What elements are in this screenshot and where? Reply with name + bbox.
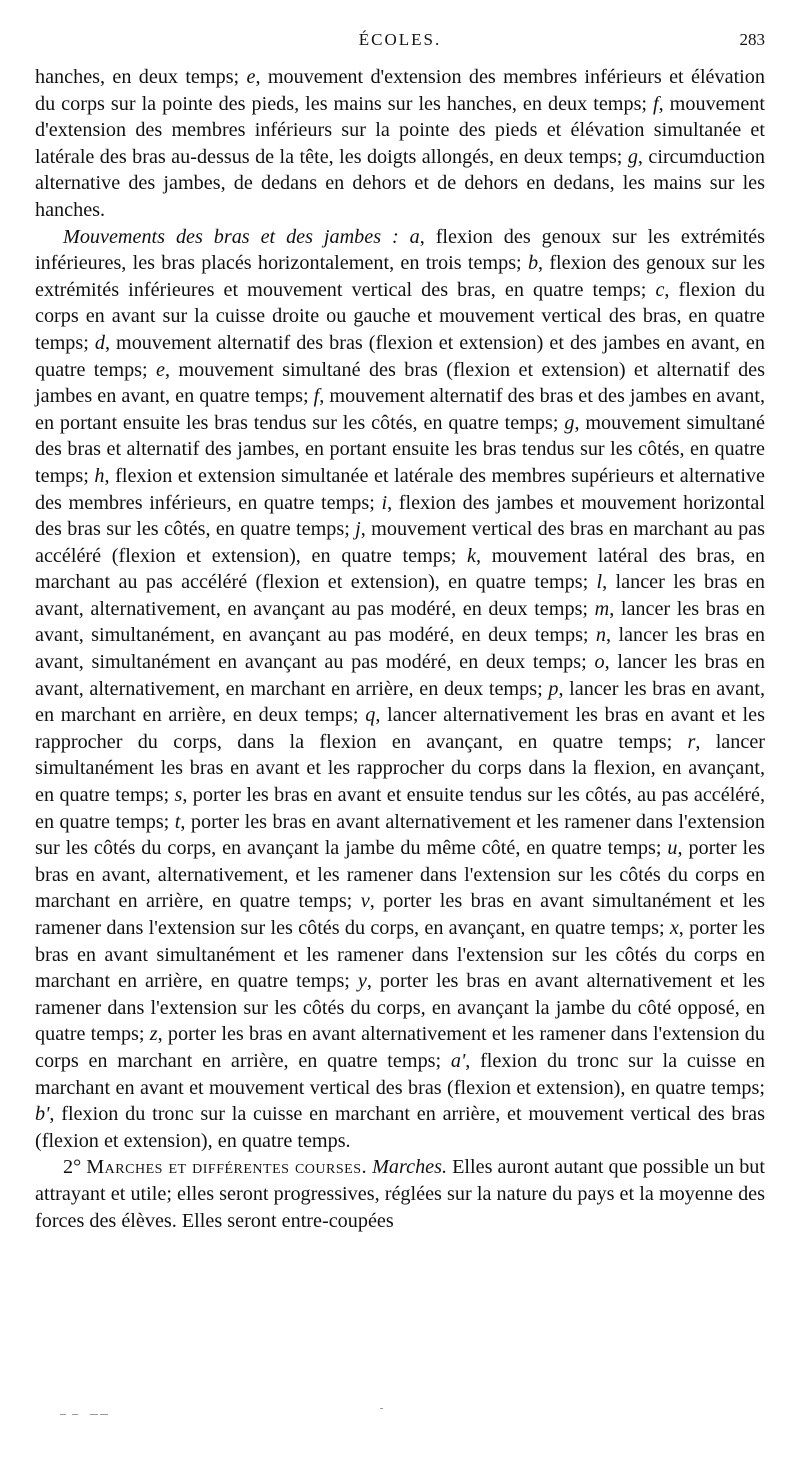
text-run: , mouvement simultané des bras (flexion et extension) et alternatif des jambes en avant, en quatre temps; bbox=[35, 358, 765, 408]
text-run: , porter les bras en avant alternativement et les ramener dans l'extension du corps en marchant en arrière, en quatre temps; bbox=[35, 1023, 765, 1072]
italic-run: d bbox=[94, 331, 105, 354]
italic-run: e bbox=[156, 358, 165, 381]
paragraph bbox=[35, 1154, 765, 1234]
text-run: , circumduction alternative des jambes, de dedans en dehors et de dehors en dedans, les mains sur les hanches. bbox=[35, 145, 765, 221]
italic-run: k bbox=[467, 544, 476, 567]
italic-run: Marches. bbox=[372, 1156, 448, 1179]
italic-run: e bbox=[246, 66, 256, 88]
smallcaps-run: Marches et différentes courses. bbox=[86, 1156, 368, 1179]
text-run: , lancer les bras en avant, alternativement, en avançant au pas modéré, en deux temps; bbox=[35, 571, 765, 620]
text-run: , flexion du tronc sur la cuisse en marchant en avant et mouvement vertical des bras (flexion et extension), en quatre temps; bbox=[35, 1049, 765, 1099]
italic-run: j bbox=[355, 518, 361, 541]
running-title: ÉCOLES. bbox=[358, 30, 442, 49]
text-run: , mouvement alternatif des bras et des jambes en avant, en portant ensuite les bras tendus sur les côtés, en quatre temps; bbox=[35, 385, 765, 434]
italic-run: l bbox=[596, 571, 603, 594]
text-run: , lancer les bras en avant, simultanément, en avançant au pas modéré, en deux temps; bbox=[35, 597, 765, 647]
text-run: , lancer alternativement les bras en avant et les rapprocher du corps, dans la flexion en avançant, en quatre temps; bbox=[35, 704, 765, 753]
text-run: , mouvement d'extension des membres inférieurs et élévation du corps sur la pointe des pieds, les mains sur les hanches, en deux temps; bbox=[35, 66, 765, 115]
italic-run: m bbox=[594, 597, 610, 620]
text-run: , porter les bras en avant alternativement et les ramener dans l'extension sur les côtés du corps, en avançant la jambe du même côté, en quatre temps; bbox=[35, 810, 765, 860]
text-run: , porter les bras en avant simultanément et les ramener dans l'extension sur les côtés du corps, en avançant, en quatre temps; bbox=[35, 890, 765, 939]
text-run: , flexion des jambes et mouvement horizontal des bras sur les côtés, en quatre temps; bbox=[35, 491, 765, 541]
text-run: , flexion du corps en avant sur la cuisse droite ou gauche et mouvement vertical des bras, en quatre temps; bbox=[35, 278, 765, 354]
stray-mark bbox=[60, 1414, 66, 1415]
body-text bbox=[35, 64, 765, 1234]
paragraph bbox=[35, 224, 765, 1155]
text-run: , porter les bras en avant simultanément et les ramener dans l'extension sur les côtés du corps en marchant en arrière, en quatre temps; bbox=[35, 917, 765, 993]
italic-run: a bbox=[409, 225, 420, 248]
italic-run: i bbox=[381, 491, 388, 514]
italic-run: v bbox=[360, 890, 370, 913]
italic-run: t bbox=[174, 810, 181, 833]
italic-run: y bbox=[357, 970, 367, 993]
stray-mark bbox=[380, 1408, 383, 1409]
italic-run: g bbox=[564, 411, 575, 434]
text-run: hanches, en deux temps; bbox=[35, 66, 247, 88]
italic-run: q bbox=[365, 704, 376, 727]
text-run: , lancer les bras en avant, en marchant en arrière, en deux temps; bbox=[35, 677, 765, 727]
text-run: , porter les bras en avant, alternativement, et les ramener dans l'extension sur les côtés du corps en marchant en arrière, en quatre temps; bbox=[35, 837, 765, 913]
italic-run: r bbox=[687, 730, 696, 753]
italic-run: n bbox=[595, 624, 607, 647]
stray-mark bbox=[72, 1414, 78, 1415]
text-run: , flexion et extension simultanée et latérale des membres supérieurs et alternative des membres inférieurs, en quatre temps; bbox=[35, 464, 765, 514]
italic-run: b bbox=[527, 252, 539, 275]
text-run: , mouvement simultané des bras et alternatif des jambes, en portant ensuite les bras tendus sur les côtés, en quatre temps; bbox=[35, 411, 765, 487]
italic-run: z bbox=[149, 1023, 158, 1046]
text-run: , lancer les bras en avant, alternativement, en marchant en arrière, en deux temps; bbox=[35, 651, 766, 700]
text-run: , flexion du tronc sur la cuisse en marchant en arrière, et mouvement vertical des bras (flexion et extension), en quatre temps. bbox=[35, 1103, 765, 1152]
italic-run: f bbox=[313, 385, 320, 408]
text-run: Elles auront autant que possible un but attrayant et utile; elles seront progressives, réglées sur la nature du pays et la moyenne des forces des élèves. Elles seront entre-coupées bbox=[35, 1156, 765, 1232]
text-run: , mouvement vertical des bras en marchant au pas accéléré (flexion et extension), en quatre temps; bbox=[35, 518, 765, 567]
italic-run: b' bbox=[35, 1103, 50, 1126]
text-run: , mouvement latéral des bras, en marchant au pas accéléré (flexion et extension), en quatre temps; bbox=[35, 544, 765, 594]
italic-run: h bbox=[94, 464, 105, 487]
text-run: 2° bbox=[63, 1156, 87, 1179]
paragraph bbox=[35, 64, 765, 224]
italic-run: x bbox=[669, 917, 679, 939]
text-run: , lancer les bras en avant, simultanément en avançant au pas modéré, en deux temps; bbox=[35, 624, 765, 674]
italic-run: o bbox=[594, 651, 605, 674]
italic-run: p bbox=[548, 677, 559, 700]
italic-run: u bbox=[667, 837, 678, 860]
italic-run: g bbox=[627, 145, 638, 168]
text-run: , mouvement alternatif des bras (flexion et extension) et des jambes en avant, en quatre temps; bbox=[35, 331, 765, 381]
italic-run: f bbox=[653, 92, 659, 115]
stray-mark bbox=[90, 1414, 98, 1415]
page-marks bbox=[60, 1408, 420, 1420]
italic-run: s bbox=[174, 784, 183, 807]
text-run: , porter les bras en avant alternativement et les ramener dans l'extension sur les côtés du corps, en avançant la jambe du côté opposé, en quatre temps; bbox=[35, 970, 766, 1046]
page-number: 283 bbox=[739, 30, 765, 49]
text-run: , porter les bras en avant et ensuite tendus sur les côtés, au pas accéléré, en quatre temps; bbox=[35, 784, 765, 833]
text-run: , lancer simultanément les bras en avant et les rapprocher du corps dans la flexion, en avançant, en quatre temps; bbox=[35, 730, 766, 807]
text-run: , flexion des genoux sur les extrémités inférieures, les bras placés horizontalement, en trois temps; bbox=[35, 225, 765, 275]
italic-run: Mouvements des bras et des jambes : bbox=[63, 225, 410, 248]
page-header bbox=[35, 30, 765, 56]
italic-run: c bbox=[655, 278, 665, 301]
text-run: , flexion des genoux sur les extrémités inférieures et mouvement vertical des bras, en quatre temps; bbox=[35, 252, 766, 301]
stray-mark bbox=[100, 1414, 108, 1415]
italic-run: a' bbox=[450, 1049, 466, 1072]
text-run: , mouvement d'extension des membres inférieurs sur la pointe des pieds et élévation simultanée et latérale des bras au-dessus de la tête, les doigts allongés, en deux temps; bbox=[35, 92, 765, 168]
